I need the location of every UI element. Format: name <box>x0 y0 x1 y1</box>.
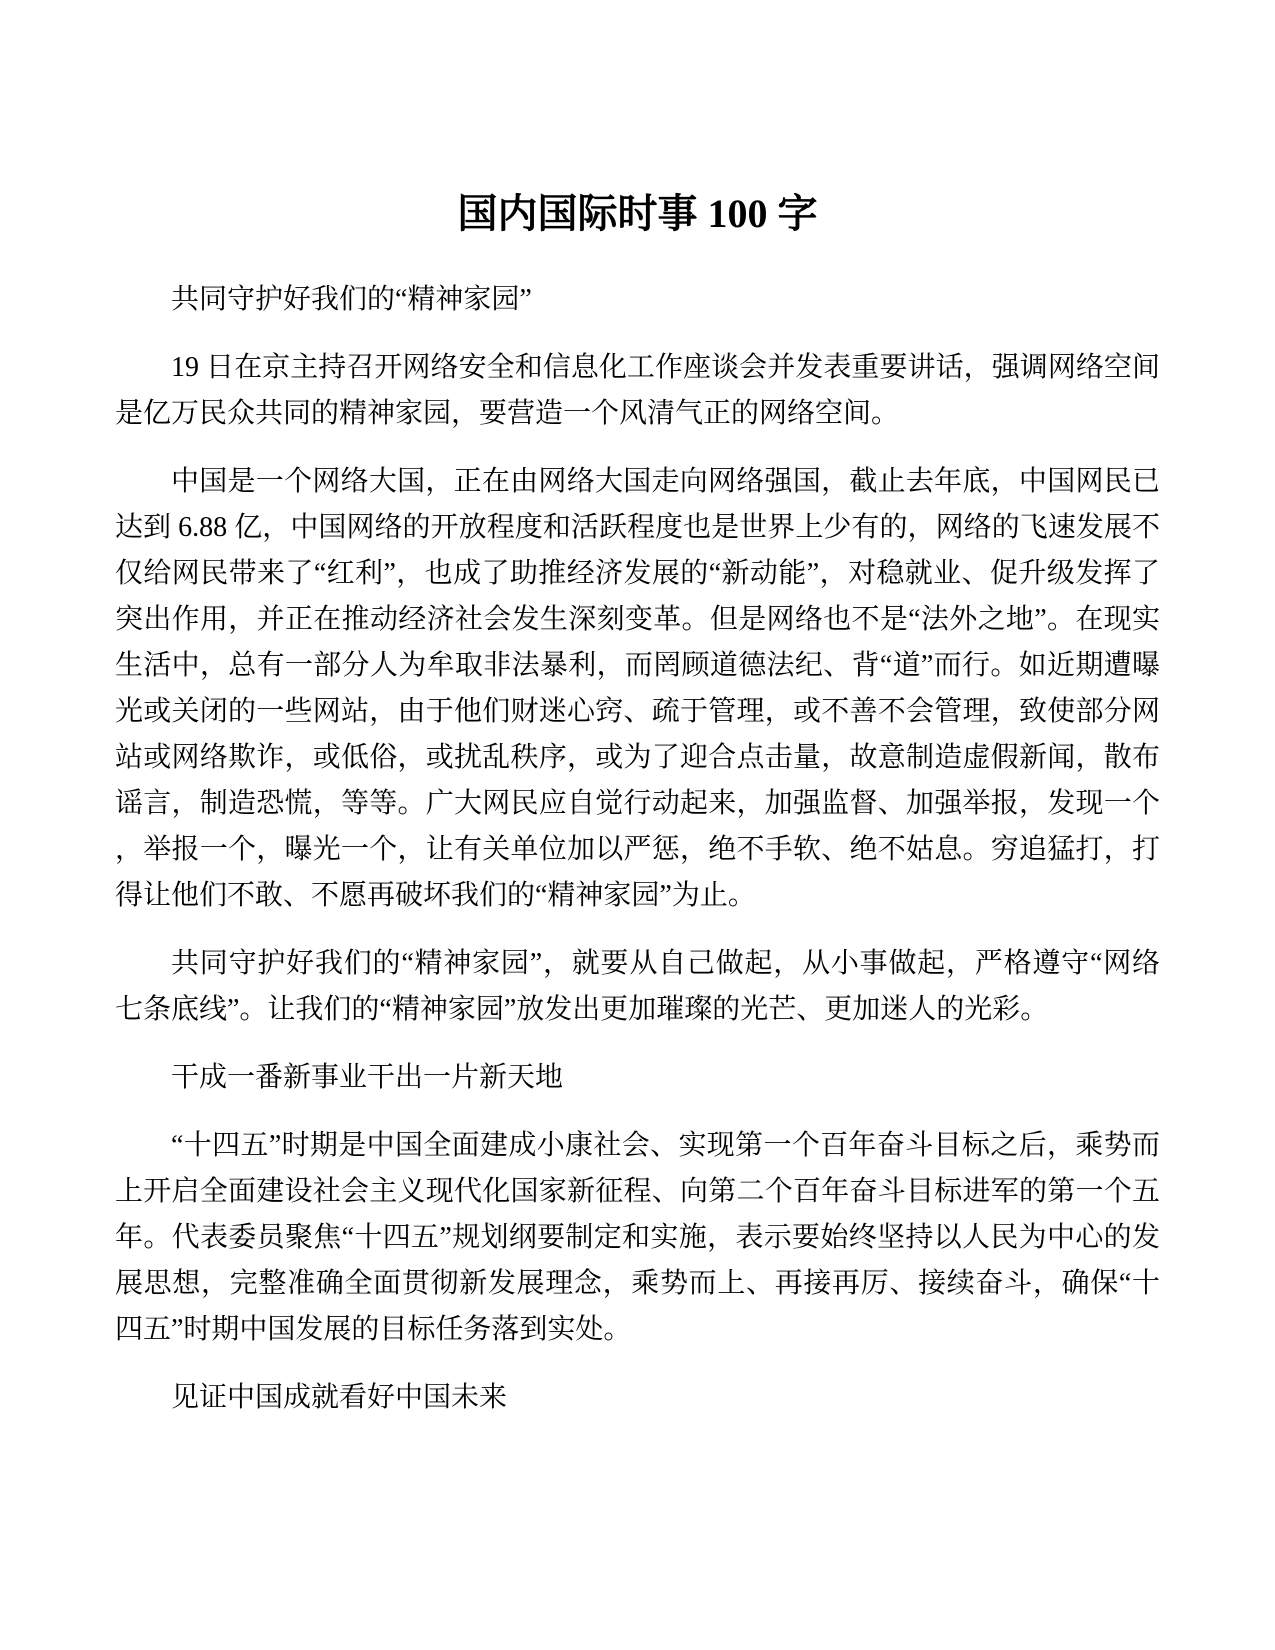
paragraph-internet-power: 中国是一个网络大国，正在由网络大国走向网络强国，截止去年底，中国网民已达到 6.88 亿，中国网络的开放程度和活跃程度也是世界上少有的，网络的飞速发展不仅给网民带来了“红利”，也成了助推经济发展的“新动能”，对稳就业、促升级发挥了突出作用，并正在推动经济社会发生深刻变革。但是网络也不是“法外之地”。在现实生活中，总有一部分人为牟取非法暴利，而罔顾道德法纪、背“道”而行。如近期遭曝光或关闭的一些网站，由于他们财迷心窍、疏于管理，或不善不会管理，致使部分网站或网络欺诈，或低俗，或扰乱秩序，或为了迎合点击量，故意制造虚假新闻，散布谣言，制造恐慌，等等。广大网民应自觉行动起来，加强监督、加强举报，发现一个，举报一个，曝光一个，让有关单位加以严惩，绝不手软、绝不姑息。穷追猛打，打得让他们不敢、不愿再破坏我们的“精神家园”为止。 <box>115 466 1160 911</box>
paragraph-five-year-plan: “十四五”时期是中国全面建成小康社会、实现第一个百年奋斗目标之后，乘势而上开启全面建设社会主义现代化国家新征程、向第二个百年奋斗目标进军的第一个五年。代表委员聚焦“十四五”规划纲要制定和实施，表示要始终坚持以人民为中心的发展思想，完整准确全面贯彻新发展理念，乘势而上、再接再厉、接续奋斗，确保“十四五”时期中国发展的目标任务落到实处。 <box>115 1130 1160 1345</box>
paragraph-subheading-new-cause: 干成一番新事业干出一片新天地 <box>171 1062 564 1093</box>
paragraph-speech-summary: 19 日在京主持召开网络安全和信息化工作座谈会并发表重要讲话，强调网络空间是亿万民众共同的精神家园，要营造一个风清气正的网络空间。 <box>115 352 1160 429</box>
paragraph-subheading-spiritual-home: 共同守护好我们的“精神家园” <box>171 284 532 315</box>
document-title: 国内国际时事 100 字 <box>457 191 818 236</box>
paragraph-guard-spiritual-home: 共同守护好我们的“精神家园”，就要从自己做起，从小事做起，严格遵守“网络七条底线”。让我们的“精神家园”放发出更加璀璨的光芒、更加迷人的光彩。 <box>115 948 1160 1025</box>
paragraph-subheading-china-future: 见证中国成就看好中国未来 <box>171 1382 508 1413</box>
